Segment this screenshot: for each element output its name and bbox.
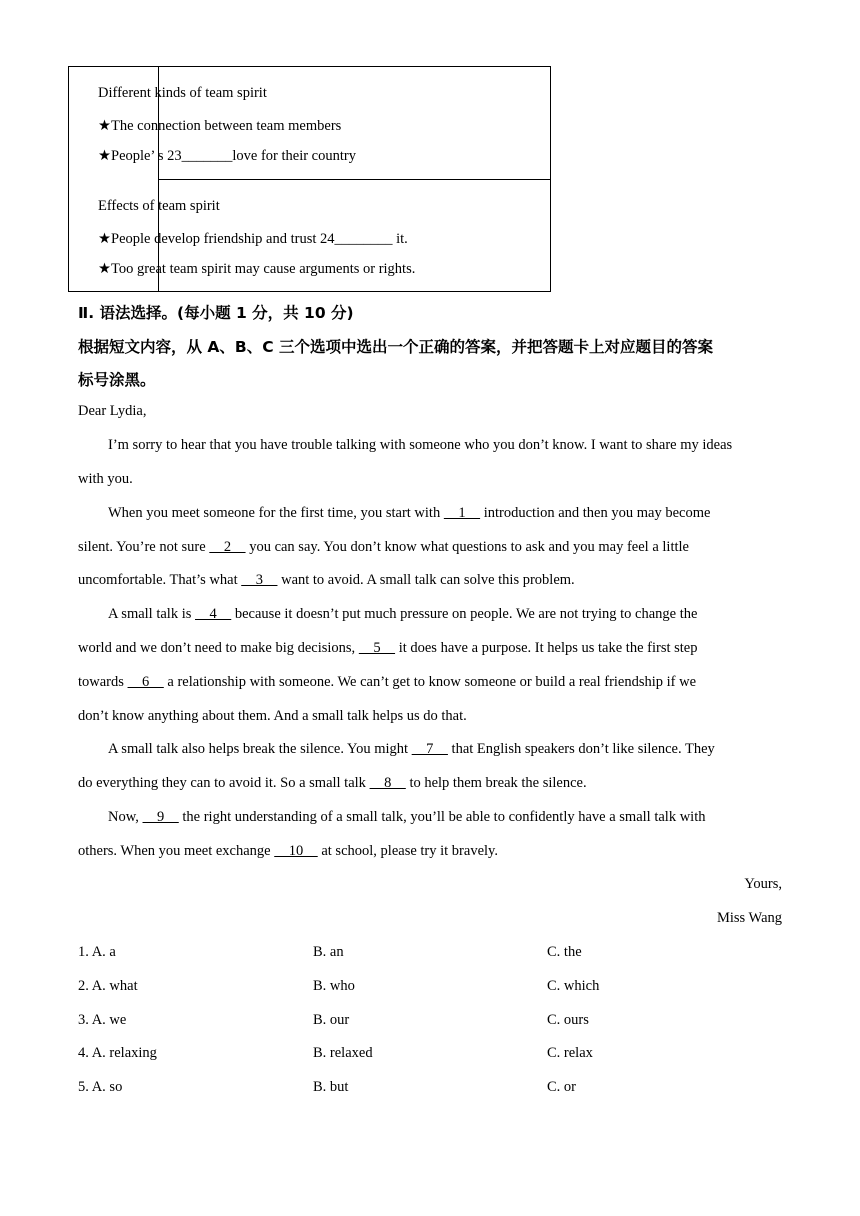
- option-a: 2. A. what: [78, 978, 138, 994]
- option-b: B. but: [313, 1079, 349, 1095]
- option-b: B. relaxed: [313, 1045, 373, 1061]
- option-a: 4. A. relaxing: [78, 1045, 157, 1061]
- letter-text: A small talk is: [108, 606, 195, 622]
- option-a: 3. A. we: [78, 1012, 127, 1028]
- letter-text: a relationship with someone. We can’t get to know someone or build a real friendship if we: [163, 674, 697, 690]
- letter-line: [78, 471, 133, 488]
- letter-text: because it doesn’t put much pressure on people. We are not trying to change the: [231, 606, 698, 622]
- table-section2-item: ★People develop friendship and trust 24________ it.: [98, 231, 408, 247]
- letter-text: When you meet someone for the first time, you start with: [108, 505, 444, 521]
- answer-blank: 8: [369, 775, 406, 791]
- letter-text: the right understanding of a small talk, you’ll be able to confidently have a small talk with: [178, 809, 706, 825]
- letter-text: to help them break the silence.: [405, 775, 587, 791]
- letter-line: [78, 572, 575, 589]
- letter-line: [108, 606, 697, 623]
- option-c: C. the: [547, 944, 582, 960]
- answer-blank: 9: [142, 809, 179, 825]
- table-divider-horizontal: [158, 179, 550, 180]
- answer-blank: 10: [274, 843, 318, 859]
- letter-line: [78, 674, 696, 691]
- section-instruction: 根据短文内容，从 A、B、C 三个选项中选出一个正确的答案，并把答题卡上对应题目的答案: [78, 338, 713, 356]
- table-section1-item: ★People’ s 23_______love for their country: [98, 148, 356, 164]
- option-c: C. relax: [547, 1045, 593, 1061]
- option-a: 5. A. so: [78, 1079, 123, 1095]
- letter-text: silent. You’re not sure: [78, 539, 210, 555]
- letter-signature: Miss Wang: [716, 910, 782, 926]
- option-c: C. which: [547, 978, 600, 994]
- letter-line: [78, 640, 697, 657]
- option-b: B. who: [313, 978, 355, 994]
- section-heading: Ⅱ. 语法选择。(每小题 1 分，共 10 分): [78, 304, 354, 322]
- answer-blank: 4: [195, 606, 232, 622]
- letter-greeting: Dear Lydia,: [78, 403, 147, 419]
- letter-text: towards: [78, 674, 128, 690]
- letter-line: [78, 775, 587, 792]
- answer-blank: 5: [358, 640, 396, 656]
- table-section2-item: ★Too great team spirit may cause arguments or rights.: [98, 261, 416, 277]
- letter-text: want to avoid. A small talk can solve this problem.: [277, 572, 575, 588]
- letter-text: with you.: [78, 471, 133, 487]
- letter-text: others. When you meet exchange: [78, 843, 275, 859]
- letter-line: [108, 741, 715, 758]
- option-b: B. an: [313, 944, 344, 960]
- letter-line: [78, 843, 498, 860]
- letter-text: uncomfortable. That’s what: [78, 572, 242, 588]
- answer-blank: 3: [241, 572, 278, 588]
- letter-closing: Yours,: [744, 876, 782, 892]
- answer-blank: 7: [411, 741, 448, 757]
- answer-blank: 2: [209, 539, 246, 555]
- letter-text: I’m sorry to hear that you have trouble talking with someone who you don’t know. I want to share my ideas: [108, 437, 733, 453]
- letter-text: A small talk also helps break the silence. You might: [108, 741, 412, 757]
- letter-text: that English speakers don’t like silence. They: [447, 741, 715, 757]
- letter-text: you can say. You don’t know what questions to ask and you may feel a little: [245, 539, 689, 555]
- letter-text: world and we don’t need to make big decisions,: [78, 640, 359, 656]
- table-section2-title: Effects of team spirit: [98, 198, 220, 214]
- option-c: C. ours: [547, 1012, 589, 1028]
- option-b: B. our: [313, 1012, 350, 1028]
- option-a: 1. A. a: [78, 944, 116, 960]
- letter-line: [78, 539, 689, 556]
- letter-text: it does have a purpose. It helps us take the first step: [395, 640, 698, 656]
- section-instruction: 标号涂黑。: [78, 371, 156, 389]
- letter-text: do everything they can to avoid it. So a small talk: [78, 775, 370, 791]
- letter-text: at school, please try it bravely.: [317, 843, 498, 859]
- letter-line: [108, 809, 705, 826]
- table-section1-title: Different kinds of team spirit: [98, 85, 267, 101]
- option-c: C. or: [547, 1079, 576, 1095]
- letter-line: [108, 505, 710, 522]
- letter-line: [78, 708, 467, 725]
- answer-blank: 1: [443, 505, 481, 521]
- letter-text: don’t know anything about them. And a small talk helps us do that.: [78, 708, 467, 724]
- table-section1-item: ★The connection between team members: [98, 118, 342, 134]
- letter-text: introduction and then you may become: [480, 505, 711, 521]
- letter-line: [108, 437, 732, 454]
- answer-blank: 6: [127, 674, 164, 690]
- letter-text: Now,: [108, 809, 143, 825]
